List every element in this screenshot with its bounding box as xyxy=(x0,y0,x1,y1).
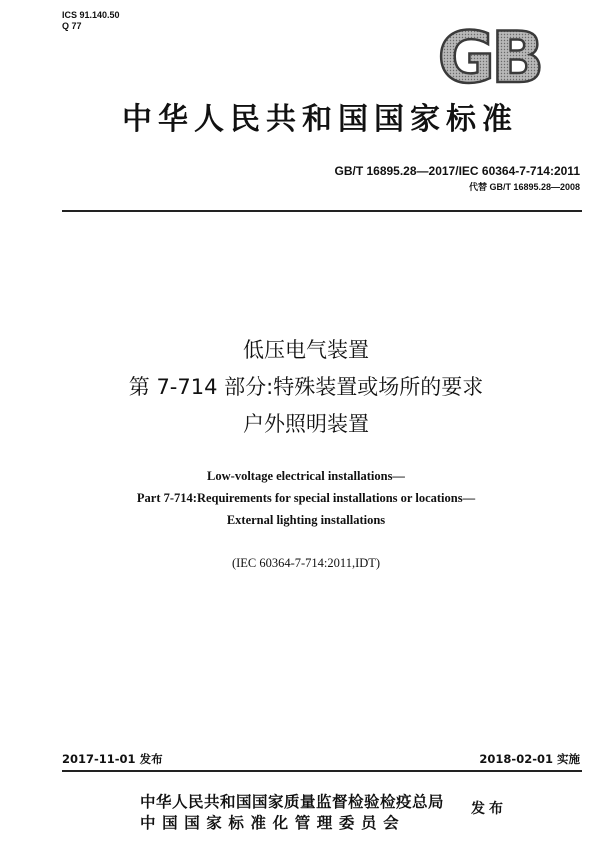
standard-type-title: 中华人民共和国国家标准 xyxy=(122,102,518,137)
en-title-line-1: Low-voltage electrical installations— xyxy=(207,469,405,483)
replaces-standard: 代替 GB/T 16895.28—2008 xyxy=(468,182,580,192)
standard-number: GB/T 16895.28—2017/IEC 60364-7-714:2011 xyxy=(334,164,580,178)
en-title-line-2: Part 7-714:Requirements for special installations or locations— xyxy=(136,491,476,505)
issuing-organization-1: 中华人民共和国国家质量监督检验检疫总局 xyxy=(140,792,445,811)
ics-code: ICS 91.140.50 xyxy=(62,10,120,20)
implementation-date: 2018-02-01 实施 xyxy=(479,752,580,766)
publication-date: 2017-11-01 发布 xyxy=(62,752,163,766)
top-rule xyxy=(62,210,582,212)
gb-logo xyxy=(425,24,553,88)
classification-block xyxy=(62,10,120,32)
gb-logo-graphic xyxy=(425,24,553,88)
iec-reference: (IEC 60364-7-714:2011,IDT) xyxy=(231,556,381,570)
ccs-code: Q 77 xyxy=(62,21,82,31)
issue-label: 发布 xyxy=(471,801,507,817)
zh-title-line-1: 低压电气装置 xyxy=(243,338,369,362)
bottom-rule xyxy=(62,770,582,772)
gb-logo-text: GB xyxy=(437,24,541,88)
en-title-line-3: External lighting installations xyxy=(226,513,386,527)
zh-title-line-2: 第 7-714 部分:特殊装置或场所的要求 xyxy=(128,375,484,399)
issuing-organization-2: 中国国家标准化管理委员会 xyxy=(140,813,406,832)
zh-title-line-3: 户外照明装置 xyxy=(243,412,369,436)
